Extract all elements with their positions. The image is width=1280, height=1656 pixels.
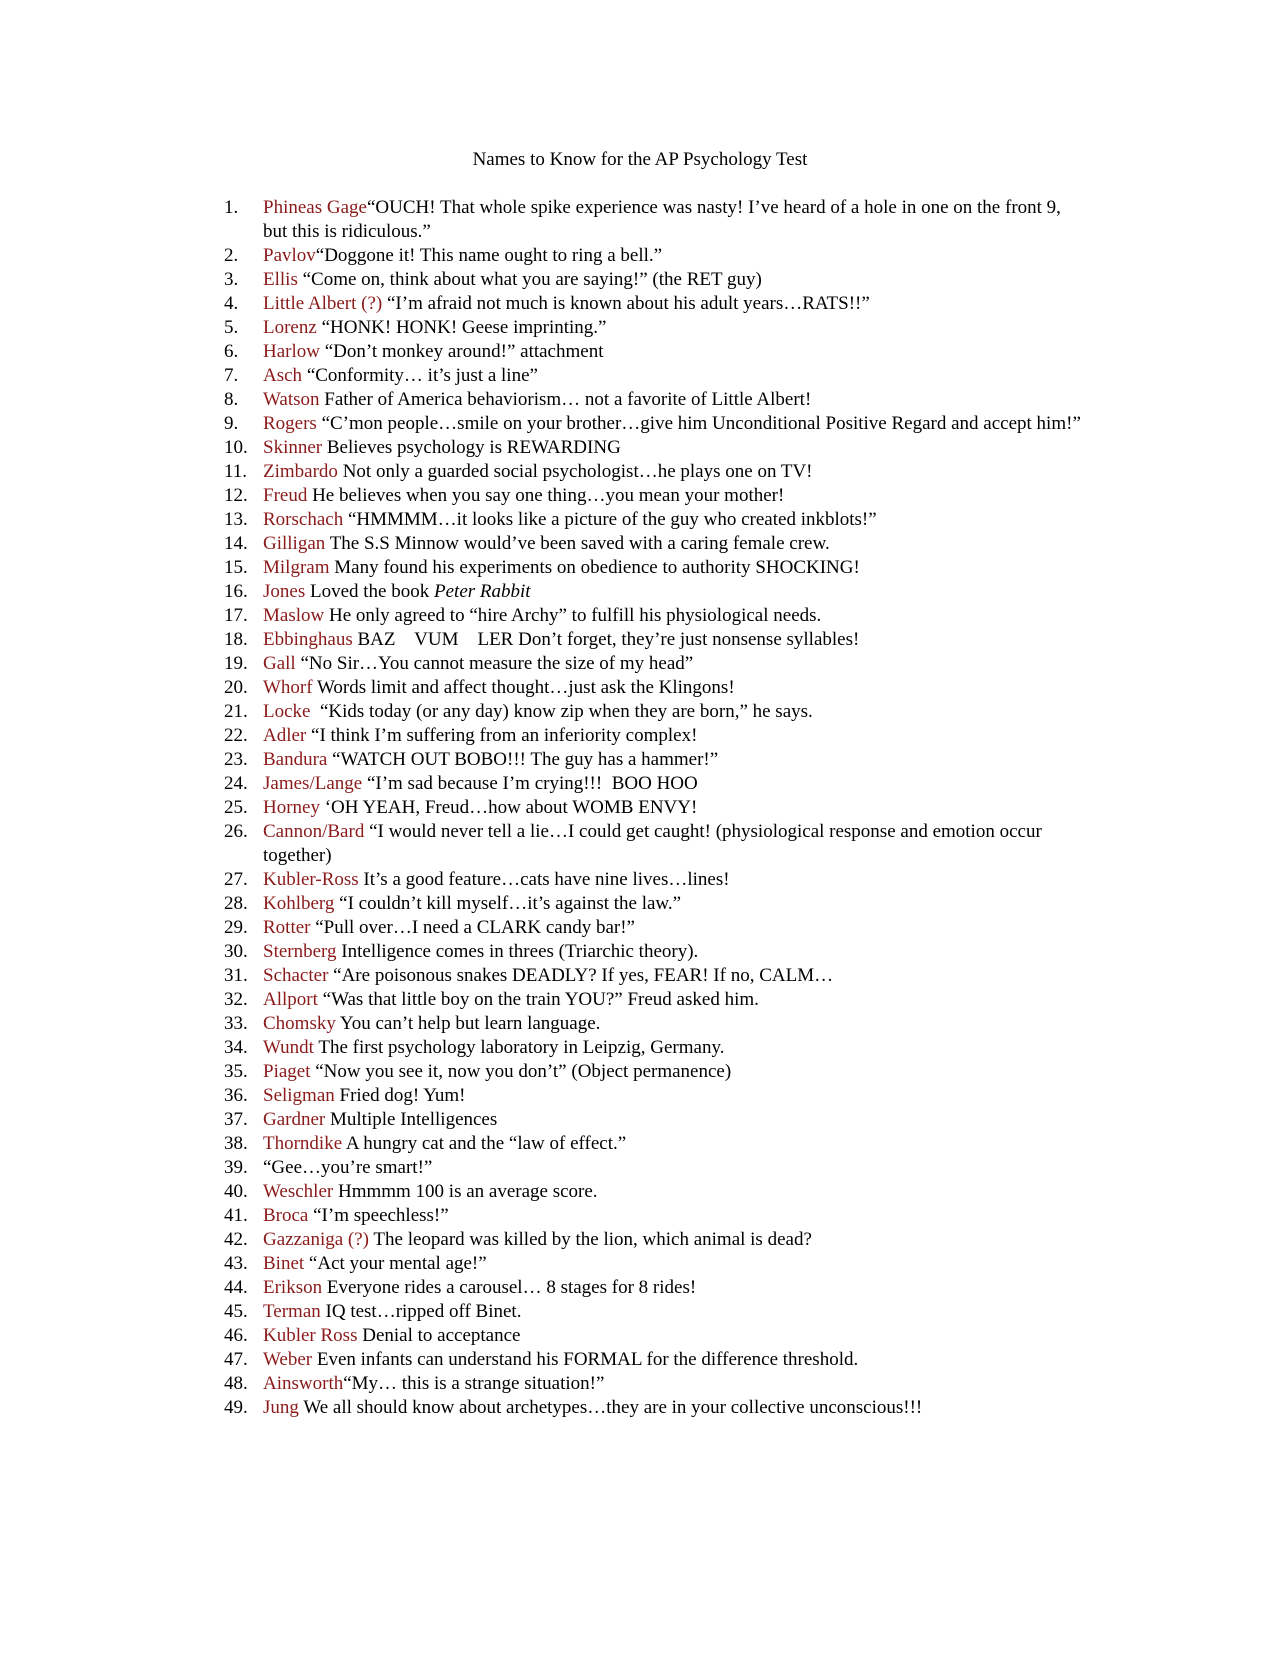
item-number: 27. bbox=[224, 869, 248, 890]
list-item bbox=[224, 748, 1084, 772]
psychologist-name: Whorf bbox=[263, 677, 313, 698]
item-body bbox=[263, 917, 635, 938]
names-list bbox=[224, 196, 1084, 1420]
item-description: He only agreed to “hire Archy” to fulfill his physiological needs. bbox=[324, 605, 822, 626]
item-number: 40. bbox=[224, 1181, 248, 1202]
psychologist-name: Broca bbox=[263, 1205, 309, 1226]
psychologist-name: Asch bbox=[263, 365, 303, 386]
item-description: ‘OH YEAH, Freud…how about WOMB ENVY! bbox=[319, 797, 698, 818]
item-body bbox=[263, 557, 860, 578]
item-description: “Was that little boy on the train YOU?” Freud asked him. bbox=[317, 989, 759, 1010]
item-body bbox=[263, 413, 1081, 434]
item-number: 20. bbox=[224, 677, 248, 698]
list-item bbox=[224, 508, 1084, 532]
list-item bbox=[224, 1180, 1084, 1204]
item-number: 45. bbox=[224, 1301, 248, 1322]
item-number: 31. bbox=[224, 965, 248, 986]
psychologist-name: Zimbardo bbox=[263, 461, 338, 482]
list-item bbox=[224, 628, 1084, 652]
item-description: “OUCH! That whole spike experience was nasty! I’ve heard of a hole in one on the front 9, but this is ridiculous.” bbox=[263, 197, 1066, 242]
item-description: Denial to acceptance bbox=[357, 1325, 521, 1346]
item-body bbox=[263, 1133, 626, 1154]
item-number: 8. bbox=[224, 389, 239, 410]
item-description: The S.S Minnow would’ve been saved with a caring female crew. bbox=[325, 533, 830, 554]
item-body bbox=[263, 533, 830, 554]
list-item bbox=[224, 316, 1084, 340]
list-item bbox=[224, 604, 1084, 628]
item-number: 16. bbox=[224, 581, 248, 602]
item-description: “I would never tell a lie…I could get caught! (physiological response and emotion occur together) bbox=[263, 821, 1047, 866]
item-body bbox=[263, 269, 762, 290]
psychologist-name: Little Albert (?) bbox=[263, 293, 383, 314]
item-number: 26. bbox=[224, 821, 248, 842]
list-item bbox=[224, 1252, 1084, 1276]
list-item bbox=[224, 868, 1084, 892]
item-description: “I’m sad because I’m crying!!! BOO HOO bbox=[362, 773, 698, 794]
psychologist-name: Rogers bbox=[263, 413, 317, 434]
item-body bbox=[263, 245, 662, 266]
item-body bbox=[263, 1253, 487, 1274]
list-item bbox=[224, 580, 1084, 604]
psychologist-name: Chomsky bbox=[263, 1013, 336, 1034]
psychologist-name: Kubler-Ross bbox=[263, 869, 359, 890]
list-item bbox=[224, 1204, 1084, 1228]
item-body bbox=[263, 773, 698, 794]
item-number: 37. bbox=[224, 1109, 248, 1130]
item-number: 23. bbox=[224, 749, 248, 770]
item-body bbox=[263, 317, 607, 338]
list-item bbox=[224, 700, 1084, 724]
psychologist-name: Erikson bbox=[263, 1277, 323, 1298]
item-description: You can’t help but learn language. bbox=[335, 1013, 601, 1034]
item-number: 30. bbox=[224, 941, 248, 962]
item-body bbox=[263, 293, 870, 314]
item-number: 21. bbox=[224, 701, 248, 722]
item-body bbox=[263, 1085, 465, 1106]
list-item bbox=[224, 964, 1084, 988]
psychologist-name: Gilligan bbox=[263, 533, 326, 554]
list-item bbox=[224, 460, 1084, 484]
item-description: Everyone rides a carousel… 8 stages for 8 rides! bbox=[322, 1277, 697, 1298]
item-number: 43. bbox=[224, 1253, 248, 1274]
item-body bbox=[263, 869, 730, 890]
item-number: 7. bbox=[224, 365, 239, 386]
list-item bbox=[224, 340, 1084, 364]
item-number: 6. bbox=[224, 341, 239, 362]
psychologist-name: Harlow bbox=[263, 341, 320, 362]
item-description: The first psychology laboratory in Leipzig, Germany. bbox=[313, 1037, 725, 1058]
psychologist-name: Jung bbox=[263, 1397, 299, 1418]
item-number: 24. bbox=[224, 773, 248, 794]
item-body bbox=[263, 485, 784, 506]
list-item bbox=[224, 916, 1084, 940]
item-description: He believes when you say one thing…you mean your mother! bbox=[307, 485, 785, 506]
list-item bbox=[224, 892, 1084, 916]
list-item bbox=[224, 1228, 1084, 1252]
list-item bbox=[224, 1108, 1084, 1132]
item-number: 9. bbox=[224, 413, 239, 434]
item-number: 29. bbox=[224, 917, 248, 938]
item-description: Many found his experiments on obedience to authority SHOCKING! bbox=[329, 557, 860, 578]
list-item bbox=[224, 652, 1084, 676]
psychologist-name: Phineas Gage bbox=[263, 197, 367, 218]
item-number: 14. bbox=[224, 533, 248, 554]
psychologist-name: Kohlberg bbox=[263, 893, 335, 914]
item-description: Multiple Intelligences bbox=[325, 1109, 498, 1130]
item-number: 33. bbox=[224, 1013, 248, 1034]
item-description: “Now you see it, now you don’t” (Object permanence) bbox=[310, 1061, 732, 1082]
item-description: A hungry cat and the “law of effect.” bbox=[342, 1133, 627, 1154]
psychologist-name: Cannon/Bard bbox=[263, 821, 365, 842]
item-description: “HONK! HONK! Geese imprinting.” bbox=[316, 317, 607, 338]
psychologist-name: Pavlov bbox=[263, 245, 316, 266]
item-body bbox=[263, 893, 681, 914]
psychologist-name: Rotter bbox=[263, 917, 311, 938]
item-number: 2. bbox=[224, 245, 239, 266]
psychologist-name: Ellis bbox=[263, 269, 298, 290]
item-number: 18. bbox=[224, 629, 248, 650]
psychologist-name: Ebbinghaus bbox=[263, 629, 353, 650]
item-body bbox=[263, 581, 531, 602]
item-description: Father of America behaviorism… not a favorite of Little Albert! bbox=[319, 389, 812, 410]
item-body bbox=[263, 821, 1047, 866]
item-number: 3. bbox=[224, 269, 239, 290]
item-description: “Kids today (or any day) know zip when they are born,” he says. bbox=[310, 701, 813, 722]
item-number: 25. bbox=[224, 797, 248, 818]
list-item bbox=[224, 1276, 1084, 1300]
list-item bbox=[224, 1060, 1084, 1084]
item-description: “I’m speechless!” bbox=[308, 1205, 449, 1226]
item-description: Hmmmm 100 is an average score. bbox=[333, 1181, 598, 1202]
item-description: The leopard was killed by the lion, which animal is dead? bbox=[369, 1229, 812, 1250]
item-body bbox=[263, 1349, 858, 1370]
item-number: 1. bbox=[224, 197, 239, 218]
item-description: “Pull over…I need a CLARK candy bar!” bbox=[310, 917, 635, 938]
item-number: 17. bbox=[224, 605, 248, 626]
item-description: “C’mon people…smile on your brother…give him Unconditional Positive Regard and accept him!” bbox=[316, 413, 1081, 434]
list-item bbox=[224, 1372, 1084, 1396]
list-item bbox=[224, 772, 1084, 796]
psychologist-name: James/Lange bbox=[263, 773, 363, 794]
item-body bbox=[263, 1109, 497, 1130]
psychologist-name: Bandura bbox=[263, 749, 328, 770]
item-body bbox=[263, 365, 538, 386]
list-item bbox=[224, 940, 1084, 964]
list-item bbox=[224, 364, 1084, 388]
item-number: 28. bbox=[224, 893, 248, 914]
item-number: 42. bbox=[224, 1229, 248, 1250]
item-description: “Act your mental age!” bbox=[304, 1253, 487, 1274]
list-item bbox=[224, 412, 1084, 436]
item-body bbox=[263, 605, 821, 626]
item-description: “Conformity… it’s just a line” bbox=[302, 365, 538, 386]
item-body bbox=[263, 437, 621, 458]
item-body bbox=[263, 1277, 696, 1298]
psychologist-name: Terman bbox=[263, 1301, 321, 1322]
list-item bbox=[224, 796, 1084, 820]
psychologist-name: Kubler Ross bbox=[263, 1325, 358, 1346]
psychologist-name: Weschler bbox=[263, 1181, 334, 1202]
list-item bbox=[224, 1348, 1084, 1372]
item-number: 46. bbox=[224, 1325, 248, 1346]
psychologist-name: Gall bbox=[263, 653, 296, 674]
item-description: IQ test…ripped off Binet. bbox=[320, 1301, 522, 1322]
list-item bbox=[224, 1084, 1084, 1108]
item-body bbox=[263, 1397, 922, 1418]
item-description: Not only a guarded social psychologist…he plays one on TV! bbox=[337, 461, 813, 482]
item-description: “I’m afraid not much is known about his adult years…RATS!!” bbox=[382, 293, 870, 314]
psychologist-name: Piaget bbox=[263, 1061, 311, 1082]
item-description: “Gee…you’re smart!” bbox=[263, 1157, 433, 1178]
item-number: 22. bbox=[224, 725, 248, 746]
item-body bbox=[263, 1325, 520, 1346]
item-body bbox=[263, 1061, 731, 1082]
list-item bbox=[224, 676, 1084, 700]
item-number: 36. bbox=[224, 1085, 248, 1106]
list-item bbox=[224, 1012, 1084, 1036]
list-item bbox=[224, 1396, 1084, 1420]
list-item bbox=[224, 1036, 1084, 1060]
psychologist-name: Horney bbox=[263, 797, 320, 818]
item-description: “Don’t monkey around!” attachment bbox=[319, 341, 604, 362]
list-item bbox=[224, 244, 1084, 268]
item-number: 13. bbox=[224, 509, 248, 530]
item-description: “I think I’m suffering from an inferiority complex! bbox=[306, 725, 698, 746]
list-item bbox=[224, 484, 1084, 508]
psychologist-name: Maslow bbox=[263, 605, 325, 626]
list-item bbox=[224, 1300, 1084, 1324]
item-body bbox=[263, 461, 813, 482]
item-body bbox=[263, 701, 813, 722]
psychologist-name: Binet bbox=[263, 1253, 305, 1274]
item-body bbox=[263, 629, 859, 650]
item-body bbox=[263, 1037, 724, 1058]
list-item bbox=[224, 1324, 1084, 1348]
psychologist-name: Freud bbox=[263, 485, 308, 506]
item-description: Even infants can understand his FORMAL for the difference threshold. bbox=[312, 1349, 859, 1370]
list-item bbox=[224, 196, 1084, 244]
item-body bbox=[263, 725, 697, 746]
list-item bbox=[224, 556, 1084, 580]
psychologist-name: Seligman bbox=[263, 1085, 335, 1106]
item-description: We all should know about archetypes…they are in your collective unconscious!!! bbox=[298, 1397, 923, 1418]
item-number: 10. bbox=[224, 437, 248, 458]
psychologist-name: Rorschach bbox=[263, 509, 344, 530]
item-description: “Are poisonous snakes DEADLY? If yes, FEAR! If no, CALM… bbox=[328, 965, 834, 986]
item-description: BAZ VUM LER Don’t forget, they’re just nonsense syllables! bbox=[352, 629, 860, 650]
item-description: Words limit and affect thought…just ask the Klingons! bbox=[312, 677, 735, 698]
item-description: Loved the book bbox=[305, 581, 434, 602]
item-number: 11. bbox=[224, 461, 248, 482]
item-body bbox=[263, 1181, 598, 1202]
item-description: “My… this is a strange situation!” bbox=[343, 1373, 605, 1394]
psychologist-name: Wundt bbox=[263, 1037, 314, 1058]
item-number: 5. bbox=[224, 317, 239, 338]
item-body bbox=[263, 389, 811, 410]
item-number: 39. bbox=[224, 1157, 248, 1178]
list-item bbox=[224, 724, 1084, 748]
item-body bbox=[263, 197, 1066, 242]
item-description: “No Sir…You cannot measure the size of my head” bbox=[295, 653, 694, 674]
psychologist-name: Schacter bbox=[263, 965, 329, 986]
item-number: 41. bbox=[224, 1205, 248, 1226]
psychologist-name: Weber bbox=[263, 1349, 313, 1370]
item-body bbox=[263, 965, 833, 986]
item-body bbox=[263, 1229, 812, 1250]
item-number: 44. bbox=[224, 1277, 248, 1298]
item-number: 34. bbox=[224, 1037, 248, 1058]
psychologist-name: Watson bbox=[263, 389, 320, 410]
psychologist-name: Gazzaniga (?) bbox=[263, 1229, 370, 1250]
psychologist-name: Allport bbox=[263, 989, 318, 1010]
item-body bbox=[263, 1373, 604, 1394]
list-item bbox=[224, 436, 1084, 460]
item-body bbox=[263, 1157, 432, 1178]
item-number: 32. bbox=[224, 989, 248, 1010]
item-description: Intelligence comes in threes (Triarchic theory). bbox=[336, 941, 699, 962]
item-body bbox=[263, 677, 735, 698]
item-body bbox=[263, 797, 697, 818]
page-title: Names to Know for the AP Psychology Test bbox=[472, 149, 808, 170]
psychologist-name: Jones bbox=[263, 581, 306, 602]
item-number: 15. bbox=[224, 557, 248, 578]
item-number: 49. bbox=[224, 1397, 248, 1418]
list-item bbox=[224, 988, 1084, 1012]
list-item bbox=[224, 532, 1084, 556]
item-body bbox=[263, 1205, 449, 1226]
item-number: 19. bbox=[224, 653, 248, 674]
psychologist-name: Ainsworth bbox=[263, 1373, 344, 1394]
psychologist-name: Lorenz bbox=[263, 317, 317, 338]
item-body bbox=[263, 1301, 521, 1322]
psychologist-name: Thorndike bbox=[263, 1133, 343, 1154]
item-body bbox=[263, 749, 718, 770]
list-item bbox=[224, 820, 1084, 868]
item-description: It’s a good feature…cats have nine lives…lines! bbox=[358, 869, 730, 890]
list-item bbox=[224, 388, 1084, 412]
item-description: Fried dog! Yum! bbox=[334, 1085, 466, 1106]
item-number: 48. bbox=[224, 1373, 248, 1394]
item-description: “I couldn’t kill myself…it’s against the law.” bbox=[334, 893, 682, 914]
item-body bbox=[263, 653, 693, 674]
psychologist-name: Skinner bbox=[263, 437, 323, 458]
psychologist-name: Gardner bbox=[263, 1109, 326, 1130]
item-number: 4. bbox=[224, 293, 239, 314]
item-description: “WATCH OUT BOBO!!! The guy has a hammer!” bbox=[327, 749, 719, 770]
item-number: 12. bbox=[224, 485, 248, 506]
item-description: “Doggone it! This name ought to ring a bell.” bbox=[315, 245, 663, 266]
psychologist-name: Adler bbox=[263, 725, 307, 746]
item-body bbox=[263, 989, 759, 1010]
item-body bbox=[263, 1013, 600, 1034]
list-item bbox=[224, 1132, 1084, 1156]
item-description: “HMMMM…it looks like a picture of the guy who created inkblots!” bbox=[343, 509, 877, 530]
item-description: “Come on, think about what you are saying!” (the RET guy) bbox=[297, 269, 762, 290]
list-item bbox=[224, 292, 1084, 316]
item-number: 38. bbox=[224, 1133, 248, 1154]
psychologist-name: Locke bbox=[263, 701, 311, 722]
item-body bbox=[263, 509, 877, 530]
item-number: 47. bbox=[224, 1349, 248, 1370]
item-number: 35. bbox=[224, 1061, 248, 1082]
book-title: Peter Rabbit bbox=[434, 581, 531, 602]
list-item bbox=[224, 1156, 1084, 1180]
psychologist-name: Sternberg bbox=[263, 941, 337, 962]
psychologist-name: Milgram bbox=[263, 557, 330, 578]
item-body bbox=[263, 941, 698, 962]
list-item bbox=[224, 268, 1084, 292]
item-description: Believes psychology is REWARDING bbox=[322, 437, 621, 458]
item-body bbox=[263, 341, 603, 362]
